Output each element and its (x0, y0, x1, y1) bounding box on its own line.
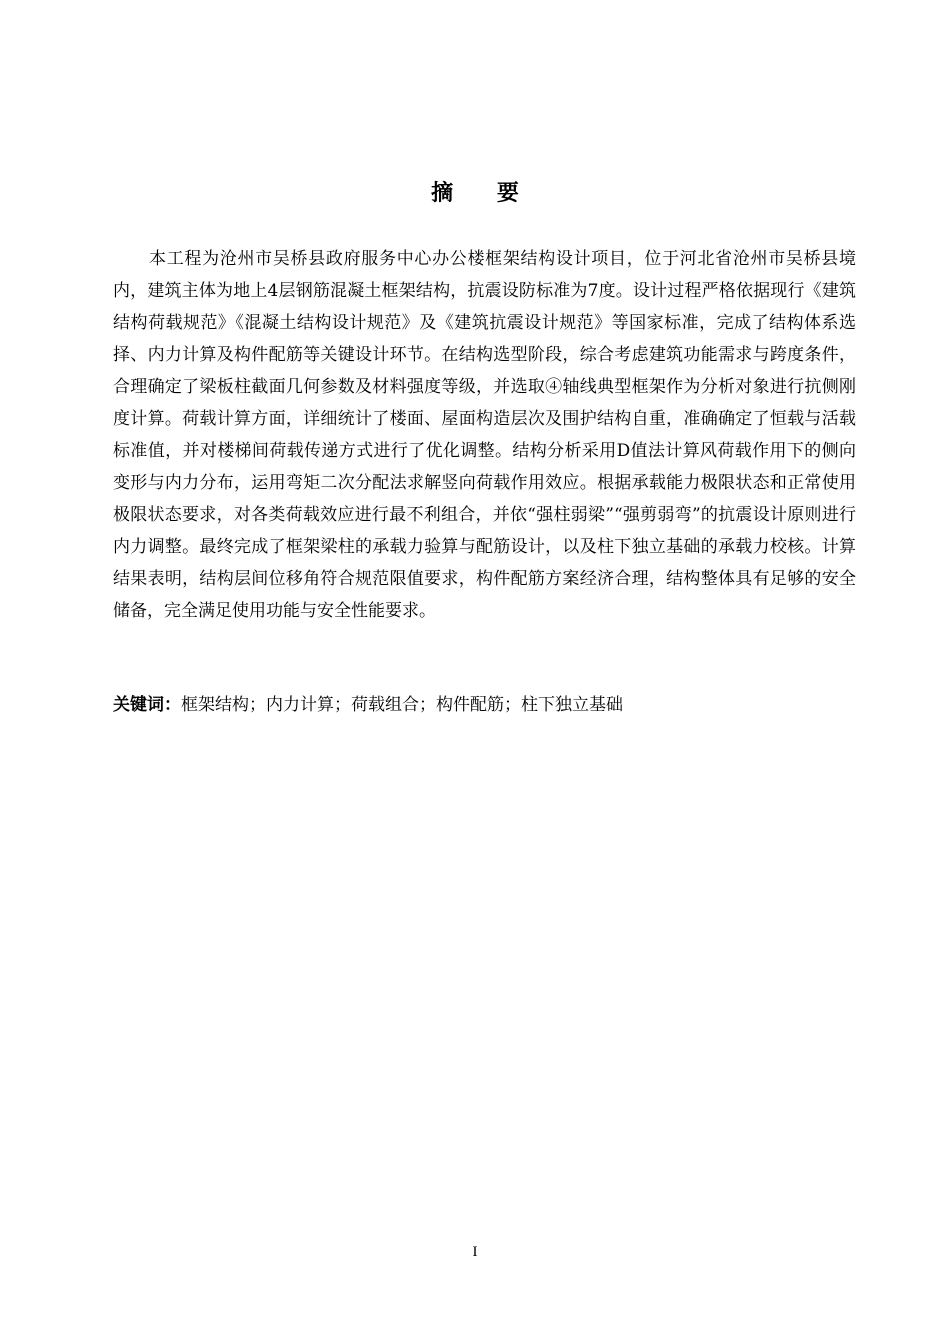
page-number: I (472, 1244, 478, 1260)
keywords-text: 框架结构；内力计算；荷载组合；构件配筋；柱下独立基础 (181, 695, 623, 715)
abstract-title: 摘 要 (431, 181, 537, 206)
abstract-body: 本工程为沧州市吴桥县政府服务中心办公楼框架结构设计项目，位于河北省沧州市吴桥县境内，建筑主体为地上4层钢筋混凝土框架结构，抗震设防标准为7度。设计过程严格依据现行《建筑结构荷载规范》《混凝土结构设计规范》及《建筑抗震设计规范》等国家标准，完成了结构体系选择、内力计算及构件配筋等关键设计环节。在结构选型阶段，综合考虑建筑功能需求与跨度条件，合理确定了梁板柱截面几何参数及材料强度等级，并选取④轴线典型框架作为分析对象进行抗侧刚度计算。荷载计算方面，详细统计了楼面、屋面构造层次及围护结构自重，准确确定了恒载与活载标准值，并对楼梯间荷载传递方式进行了优化调整。结构分析采用D值法计算风荷载作用下的侧向变形与内力分布，运用弯矩二次分配法求解竖向荷载作用效应。根据承载能力极限状态和正常使用极限状态要求，对各类荷载效应进行最不利组合，并依“强柱弱梁”“强剪弱弯”的抗震设计原则进行内力调整。最终完成了框架梁柱的承载力验算与配筋设计，以及柱下独立基础的承载力校核。计算结果表明，结构层间位移角符合规范限值要求，构件配筋方案经济合理，结构整体具有足够的安全储备，完全满足使用功能与安全性能要求。 (113, 249, 856, 621)
keywords-label: 关键词： (113, 695, 181, 715)
keywords-line (113, 690, 856, 720)
